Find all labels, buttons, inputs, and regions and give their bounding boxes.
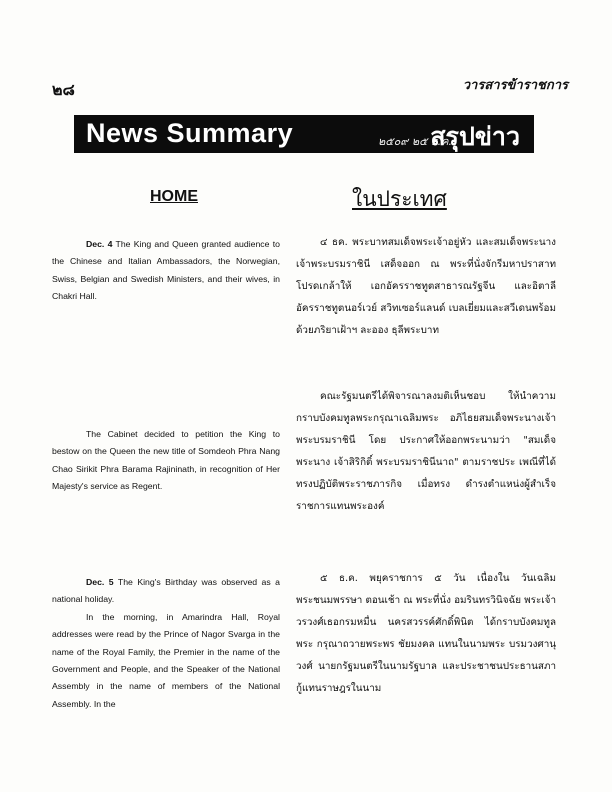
banner-title-en: News Summary [86,118,294,148]
english-item-dec5 [52,574,280,713]
thai-item-2 [296,386,556,518]
thai-paragraph: ๔ ธค. พระบาทสมเด็จพระเจ้าอยู่หัว และสมเด็จพระนางเจ้าพระบรมราชินี เสด็จออก ณ พระที่นั่งจักรีมหาปราสาท โปรดเกล้าให้ เอกอัครราชทูตสาธารณรัฐจีน และอิตาลี อัครราชทูตนอร์เวย์ สวิทเซอร์แลนด์ เบลเยี่ยมและสวีเดนพร้อมด้วยภริยาเฝ้าฯ ละออง ธุลีพระบาท [296,237,556,336]
item-text: The King's Birthday was observed as a national holiday. [52,577,280,605]
item-text: The King and Queen granted audience to the Chinese and Italian Ambassadors, the Norwegian, Swiss, Belgian and Swedish Ministers, and their wives, in Chakri Hall. [52,239,280,302]
item-date: Dec. 5 [86,577,114,587]
section-heading-th: ในประเทศ [352,187,447,211]
news-summary-banner [74,115,534,153]
banner-date: ๒๕๐๙ ๒๕ ธ.ค. [378,135,452,148]
english-item-cabinet [52,426,280,496]
english-item-dec4 [52,236,280,306]
item-date: Dec. 4 [86,239,113,249]
publication-name: วารสารข้าราชการ [462,78,568,93]
page-number: ๒๘ [52,80,75,99]
thai-paragraph: คณะรัฐมนตรีได้พิจารณาลงมติเห็นชอบ ให้นำความกราบบังคมทูลพระกรุณาเฉลิมพระ อภิไธยสมเด็จพระนางเจ้า พระบรมราชินี โดย ประกาศให้ออกพระนามว่า "สมเด็จพระนาง เจ้าสิริกิติ์ พระบรมราชินีนาถ" ตามราชประ เพณีที่ได้ทรงปฏิบัติพระราชภารกิจ เมื่อทรง ดำรงตำแหน่งผู้สำเร็จราชการแทนพระองค์ [296,391,556,512]
thai-item-1 [296,232,556,342]
thai-paragraph: ๕ ธ.ค. พยุคราชการ ๕ วัน เนื่องใน วันเฉลิมพระชนมพรรษา ตอนเช้า ณ พระที่นั่ง อมรินทรวินิจฉัย พระเจ้าวรวงศ์เธอกรมหมื่น นครสวรรค์ศักดิ์พินิต ได้กราบบังคมทูลพระ กรุณาถวายพระพร ชัยมงคล แทนในนามพระ บรมวงศานุวงศ์ นายกรัฐมนตรีในนามรัฐบาล และประชาชนประธานสภากู้แทนราษฎรในนาม [296,573,556,694]
section-heading-en: HOME [150,188,198,205]
item-text: The Cabinet decided to petition the King to bestow on the Queen the new title of Somdeoh Phra Nang Chao Sirikit Phra Barama Rajininath, in recognition of Her Majesty's service as Regent. [52,429,280,492]
thai-item-3 [296,568,556,700]
banner-title-th: สรุปข่าว [430,122,520,151]
item-text: In the morning, in Amarindra Hall, Royal addresses were read by the Prince of Nagor Svarga in the name of the Royal Family, the Premier in the name of the Government and People, and the Speaker of the National Assembly in the name of members of the National Assembly. In the [52,611,280,709]
